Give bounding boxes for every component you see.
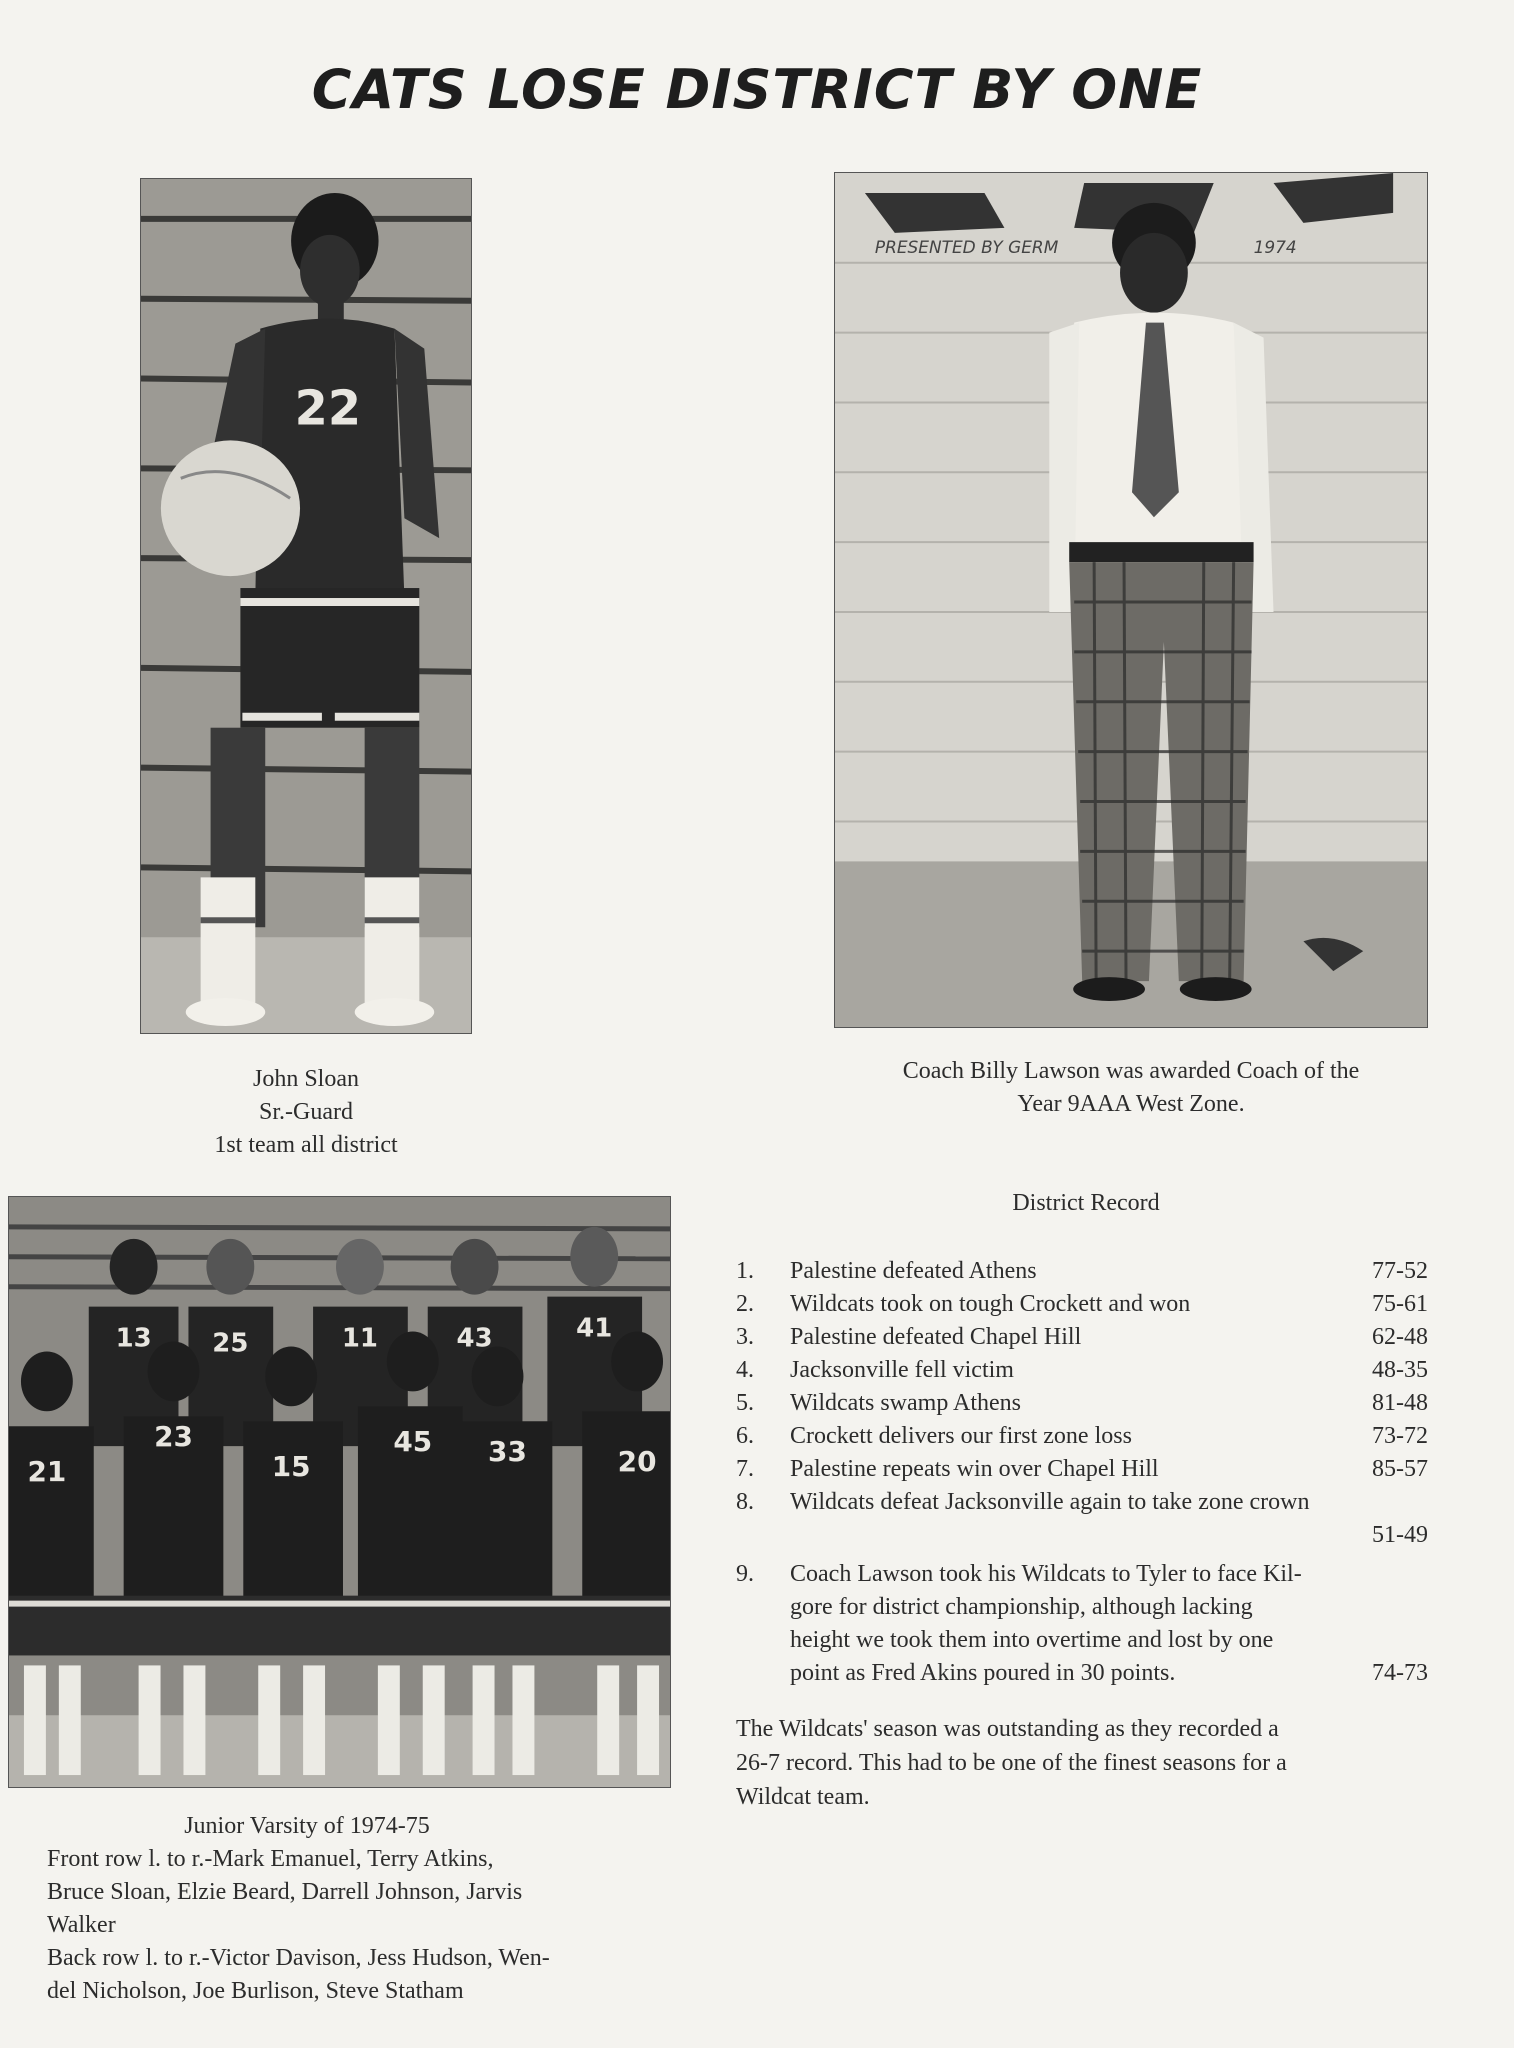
record-row [736, 1453, 1428, 1486]
record-text: point as Fred Akins poured in 30 points. [790, 1660, 1176, 1686]
record-row [736, 1558, 1428, 1690]
record-score: 73-72 [1372, 1423, 1428, 1449]
record-number: 7. [736, 1456, 754, 1482]
record-text: Palestine defeated Athens [790, 1258, 1037, 1284]
record-score: 81-48 [1372, 1390, 1428, 1416]
caption-line: Coach Billy Lawson was awarded Coach of the [902, 1058, 1360, 1084]
record-text: Palestine defeated Chapel Hill [790, 1324, 1082, 1350]
caption-line: John Sloan [252, 1066, 359, 1092]
record-score: 62-48 [1372, 1324, 1428, 1350]
record-number: 1. [736, 1258, 754, 1284]
caption-line: Back row l. to r.-Victor Davison, Jess Hudson, Wen- [47, 1945, 550, 1971]
record-text: Wildcats took on tough Crockett and won [790, 1291, 1191, 1317]
team-caption [47, 1810, 687, 2008]
coach-photo [834, 172, 1428, 1028]
record-text: Wildcats swamp Athens [790, 1390, 1021, 1416]
record-number: 2. [736, 1291, 754, 1317]
district-record-title: District Record [1012, 1190, 1160, 1216]
jersey-number: 41 [576, 1313, 613, 1344]
record-score: 51-49 [1372, 1522, 1428, 1548]
caption-line: Sr.-Guard [259, 1099, 353, 1125]
record-score: 77-52 [1372, 1258, 1428, 1284]
record-score: 74-73 [1372, 1660, 1428, 1686]
coach-caption [834, 1055, 1428, 1121]
record-number: 6. [736, 1423, 754, 1449]
summary-line: Wildcat team. [736, 1784, 870, 1810]
record-row [736, 1387, 1428, 1420]
record-text: Palestine repeats win over Chapel Hill [790, 1456, 1159, 1482]
jersey-number: 11 [341, 1323, 378, 1354]
record-number: 4. [736, 1357, 754, 1383]
record-row [736, 1255, 1428, 1288]
record-text: Coach Lawson took his Wildcats to Tyler to face Kil- [790, 1561, 1302, 1587]
jersey-number: 33 [488, 1435, 527, 1469]
record-score: 75-61 [1372, 1291, 1428, 1317]
record-text: Wildcats defeat Jacksonville again to take zone crown [790, 1489, 1310, 1515]
jersey-number: 25 [212, 1328, 249, 1359]
player-photo [140, 178, 472, 1034]
record-number: 5. [736, 1390, 754, 1416]
district-record-list [736, 1255, 1428, 1690]
record-score: 48-35 [1372, 1357, 1428, 1383]
record-row [736, 1288, 1428, 1321]
record-text: gore for district championship, although lacking [790, 1594, 1253, 1620]
record-text: Jacksonville fell victim [790, 1357, 1014, 1383]
jersey-number: 45 [393, 1425, 433, 1459]
caption-line: Year 9AAA West Zone. [1017, 1091, 1245, 1117]
player-caption [140, 1063, 472, 1162]
record-number: 3. [736, 1324, 754, 1350]
summary-line: 26-7 record. This had to be one of the finest seasons for a [736, 1750, 1287, 1776]
jersey-number: 15 [271, 1450, 311, 1484]
season-summary [736, 1712, 1428, 1814]
caption-line: del Nicholson, Joe Burlison, Steve Statham [47, 1978, 464, 2004]
banner-text: PRESENTED BY GERM [874, 236, 1059, 257]
jersey-number: 23 [154, 1420, 193, 1454]
team-photo [8, 1196, 671, 1788]
jersey-number: 20 [617, 1445, 657, 1479]
record-score: 85-57 [1372, 1456, 1428, 1482]
caption-line: Front row l. to r.-Mark Emanuel, Terry Atkins, [47, 1846, 494, 1872]
caption-line: 1st team all district [214, 1132, 398, 1158]
banner-year: 1974 [1253, 236, 1297, 257]
jersey-number: 22 [294, 381, 362, 437]
record-row [736, 1420, 1428, 1453]
caption-line: Walker [47, 1912, 116, 1938]
caption-line: Junior Varsity of 1974-75 [184, 1813, 430, 1839]
record-row [736, 1354, 1428, 1387]
record-number: 8. [736, 1489, 754, 1515]
record-text: Crockett delivers our first zone loss [790, 1423, 1132, 1449]
jersey-number: 13 [115, 1323, 152, 1354]
summary-line: The Wildcats' season was outstanding as they recorded a [736, 1716, 1279, 1742]
page-headline: CATS LOSE DISTRICT BY ONE [311, 58, 1203, 121]
record-number: 9. [736, 1561, 754, 1587]
record-row [736, 1486, 1428, 1552]
record-text: height we took them into overtime and lost by one [790, 1627, 1274, 1653]
jersey-number: 21 [27, 1455, 67, 1489]
caption-line: Bruce Sloan, Elzie Beard, Darrell Johnson, Jarvis [47, 1879, 523, 1905]
record-row [736, 1321, 1428, 1354]
jersey-number: 43 [456, 1323, 493, 1354]
